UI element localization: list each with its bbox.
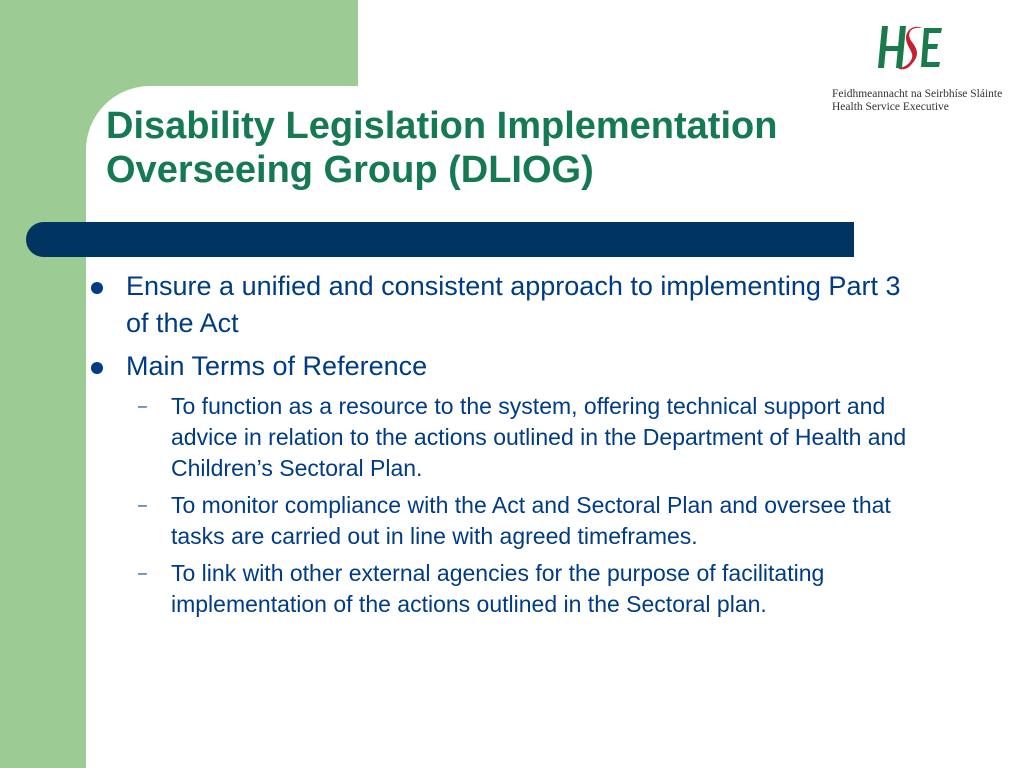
slide-title-line-1: Disability Legislation Implementation (106, 105, 778, 147)
bullet-item (86, 268, 916, 342)
hse-logo-mark-icon (876, 18, 948, 78)
bullet-dot-icon (91, 282, 103, 294)
title-divider-bar (26, 222, 854, 257)
sub-bullet-item (86, 490, 916, 552)
hse-logo-english-name: Health Service Executive (832, 101, 949, 113)
bullet-text: Main Terms of Reference (126, 351, 428, 381)
sub-bullet-text: To function as a resource to the system, offering technical support and advice in relation to the actions outlined in the Department of Health and Children’s Sectoral Plan. (171, 393, 907, 481)
sub-bullet-text: To monitor compliance with the Act and Sectoral Plan and oversee that tasks are carried out in line with agreed timeframes. (171, 492, 891, 549)
hse-logo (832, 18, 1002, 118)
slide-body (86, 268, 916, 626)
dash-icon: – (138, 398, 147, 415)
slide-title-line-2: Overseeing Group (DLIOG) (106, 149, 594, 191)
slide-title (106, 104, 926, 192)
bullet-text: Ensure a unified and consistent approach to implementing Part 3 of the Act (126, 271, 901, 338)
sub-bullet-text: To link with other external agencies for the purpose of facilitating implementation of the actions outlined in the Sectoral plan. (171, 560, 825, 617)
hse-logo-irish-name: Feidhmeannacht na Seirbhíse Sláinte (832, 88, 1003, 100)
dash-icon: – (138, 497, 147, 514)
bullet-item (86, 348, 916, 385)
sub-bullet-item (86, 391, 916, 484)
sub-bullet-item (86, 558, 916, 620)
dash-icon: – (138, 565, 147, 582)
bullet-dot-icon (91, 362, 103, 374)
